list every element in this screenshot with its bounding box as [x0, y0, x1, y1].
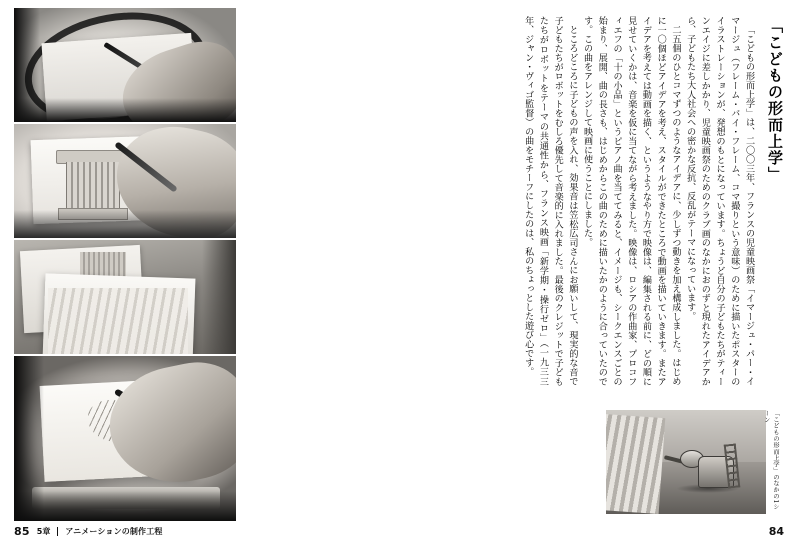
photo-vignette-right — [202, 240, 236, 354]
left-page-footer — [14, 525, 163, 538]
right-page — [400, 0, 800, 548]
photo-column-shaft — [66, 162, 120, 208]
photo-drawing-sheets — [14, 240, 236, 354]
photo-drawing-on-lightbox-bottom — [14, 356, 236, 521]
photo-column — [14, 8, 236, 521]
paragraph-3: ところどころに子どもの声を入れ、効果音は笠松広司さんにお願いして、現実的な音で子どもたちがロボットをむしろ優先して音楽的に入れました。最後のクレジットで子どもたちがロボットをテーマの共通性から、フランス映画「新学期・操行ゼロ」（一九三三年、ジャン・ヴィゴ監督）の曲をモチーフにしたのは、私のちょっとした遊び心です。 — [523, 16, 578, 386]
film-still-figure — [606, 410, 779, 514]
photo-drawing-on-lightbox-top — [14, 8, 236, 122]
page-number-left: 85 — [14, 525, 30, 538]
chapter-title: アニメーションの制作工程 — [65, 527, 163, 536]
paragraph-2: 二五個のひとコマずつのようなアイデアに、少しずつ動きを加え構成しました。はじめに一〇個ほどアイデアを考え、スタイルができたところで動画を描いていきます。またアイデアを考えては動画を描く、というようなやり方で映像は、編集される前に、どの順に見せていくかは、音楽を仮に当てながら考えました。映像は、ロシアの作曲家、プロコフィエフの「十の小品」というピアノ曲を当ててみると、イメージも、シークエンスごとの始まり、展開、曲の長さも、はじめからこの曲のために描いたかのように合っていたのです。この曲をアレンジして映画に使うことにしました。 — [582, 16, 681, 386]
photo-vignette-bottom — [14, 98, 236, 122]
still-drape — [606, 414, 665, 514]
photo-column-drawing — [14, 124, 236, 238]
chapter-number: 5章 — [36, 527, 51, 536]
page-title: 「こどもの形而上学」 — [766, 18, 784, 183]
page-number-right: 84 — [768, 525, 784, 538]
film-still-image — [606, 410, 766, 514]
paragraph-1: 「こどもの形而上学」は、二〇〇三年、フランスの児童映画祭「イマージュ・パー・イマージュ（フレーム・バイ・フレーム、コマ撮りという意味）のために描いたポスターのイラストレーションが、発想のもとになっています。ちょうど自分の子どもたちがティーンエイジに差しかかり、児童映画祭のためのクラブ画のなかにおのずと現れたアイデアから、子どもたち大人社会への密かな反抗、反乱がテーマになっています。 — [685, 16, 754, 386]
footer-divider — [57, 527, 58, 536]
figure-caption: 「こどもの形而上学」のなかの1シーン — [762, 410, 779, 510]
photo-vignette-bottom — [14, 210, 236, 238]
photo-drape-sketch — [48, 288, 188, 354]
photo-vignette-bottom — [14, 491, 236, 521]
body-text — [452, 16, 756, 386]
